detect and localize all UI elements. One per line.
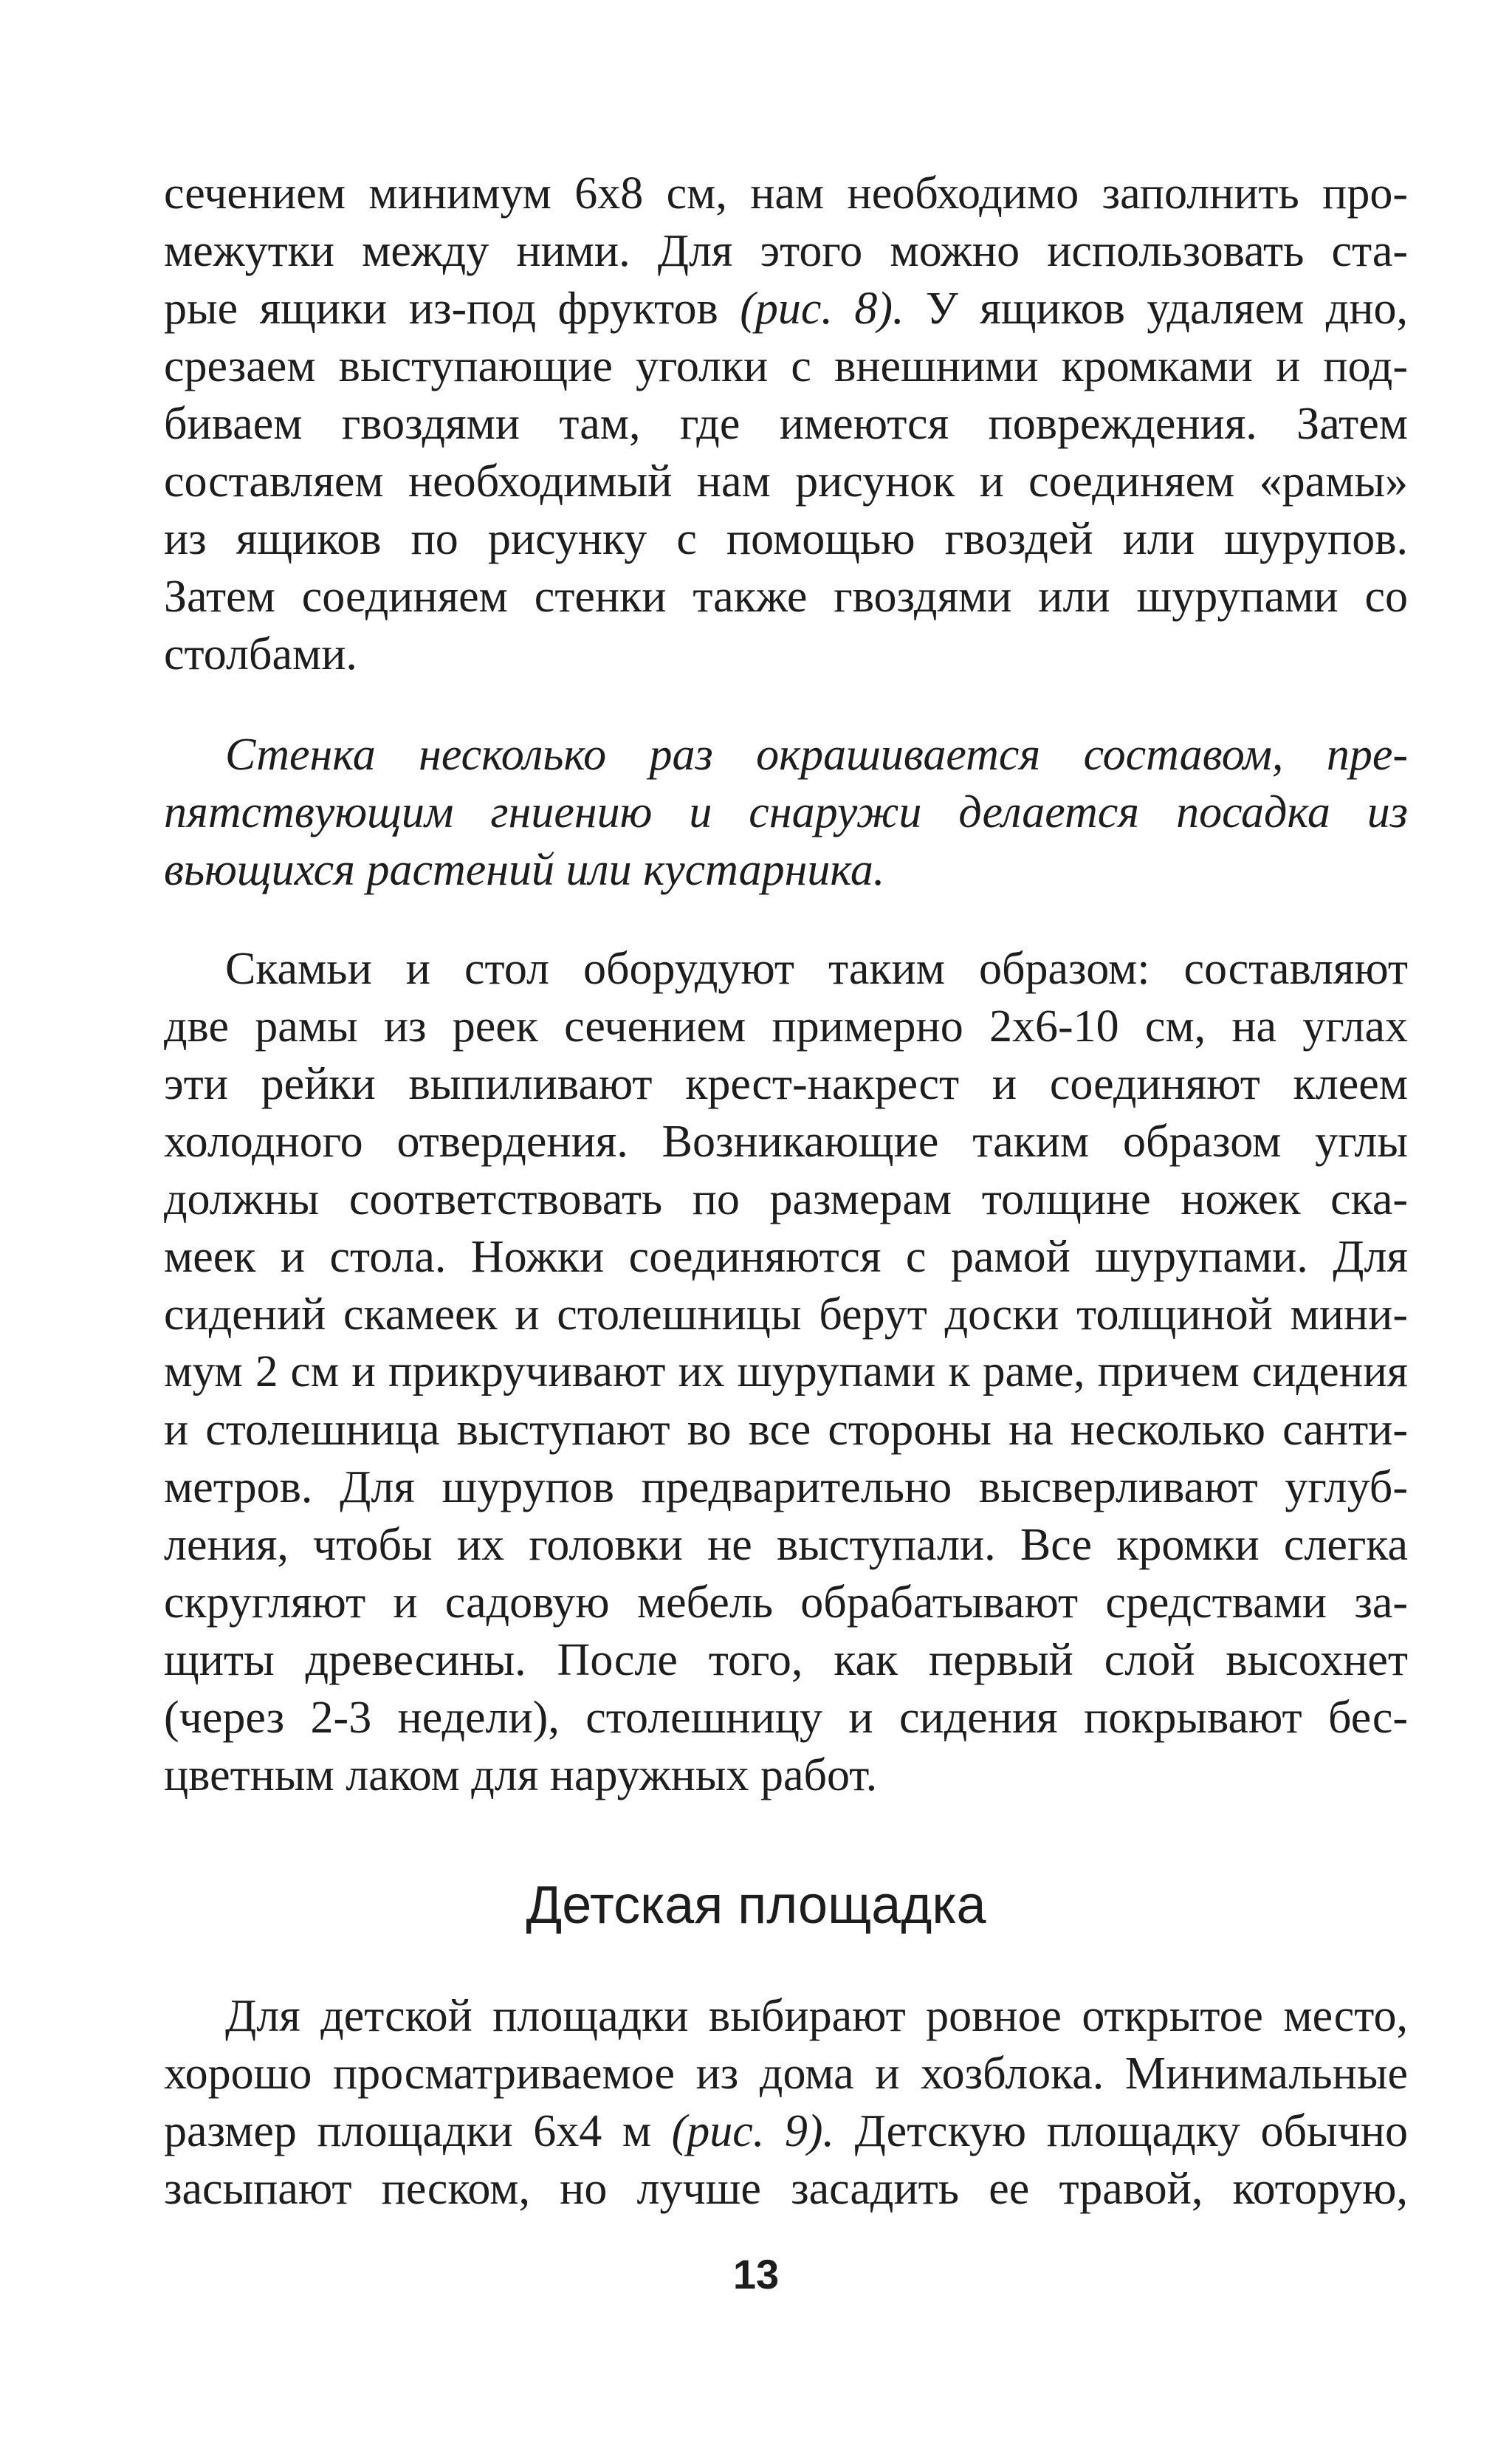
text-line: межутки между ними. Для этого можно использовать ста- [164,226,1408,276]
text-segment: У ящиков удаляем дно, [925,284,1408,334]
text-line: Скамьи и стол оборудуют таким образом: составляют [225,944,1408,994]
text-line: скругляют и садовую мебель обрабатывают средствами за- [164,1577,1408,1628]
text-line: щиты древесины. После того, как первый слой высохнет [164,1635,1408,1685]
figure-reference: (рис. 8). [740,284,904,334]
page-number: 13 [732,2251,780,2297]
text-line: Для детской площадки выбирают ровное открытое место, [225,1991,1408,2041]
text-line: пятствующим гниению и снаружи делается посадка из [164,787,1408,837]
text-line: Стенка несколько раз окрашивается составом, пре- [225,730,1408,780]
text-line: должны соответствовать по размерам толщине ножек ска- [164,1174,1408,1224]
text-segment: Детскую площадку обычно [854,2106,1409,2156]
text-line: хорошо просматриваемое из дома и хозблока. Минимальные [164,2049,1408,2099]
text-line [164,2102,1408,2161]
text-line: две рамы из реек сечением примерно 2х6-10 см, на углах [164,1001,1408,1052]
text-segment: размер площадки 6х4 м [164,2106,652,2156]
text-line: сидений скамеек и столешницы берут доски толщиной мини- [164,1289,1408,1340]
figure-reference: (рис. 9). [671,2106,835,2156]
section-heading: Детская площадка [526,1876,986,1935]
text-line: вьющихся растений или кустарника. [164,845,885,895]
text-line: и столешница выступают во все стороны на несколько санти- [164,1405,1408,1455]
text-line: (через 2-3 недели), столешницу и сидения покрывают бес- [164,1693,1408,1743]
text-line: биваем гвоздями там, где имеются повреждения. Затем [164,399,1408,449]
text-line: мум 2 см и прикручивают их шурупами к раме, причем сидения [164,1347,1408,1396]
text-line: Затем соединяем стенки также гвоздями или шурупами со [164,572,1408,622]
text-line: ления, чтобы их головки не выступали. Все кромки слегка [164,1520,1408,1570]
text-line: срезаем выступающие уголки с внешними кромками и под- [164,341,1408,391]
text-line: из ящиков по рисунку с помощью гвоздей или шурупов. [164,514,1408,564]
text-segment: рые ящики из-под фруктов [164,284,718,334]
text-line: сечением минимум 6х8 см, нам необходимо заполнить про- [164,168,1408,219]
text-line: меек и стола. Ножки соединяются с рамой шурупами. Для [164,1232,1408,1282]
text-line: составляем необходимый нам рисунок и соединяем «рамы» [164,456,1408,507]
text-line: эти рейки выпиливают крест-накрест и соединяют клеем [164,1059,1408,1109]
text-line: засыпают песком, но лучше засадить ее травой, которую, [164,2164,1408,2214]
text-line: холодного отвердения. Возникающие таким образом углы [164,1117,1408,1167]
text-line: метров. Для шурупов предварительно высверливают углуб- [164,1462,1408,1512]
text-line: цветным лаком для наружных работ. [164,1750,878,1800]
text-line: столбами. [164,629,357,679]
text-line [164,279,1408,338]
